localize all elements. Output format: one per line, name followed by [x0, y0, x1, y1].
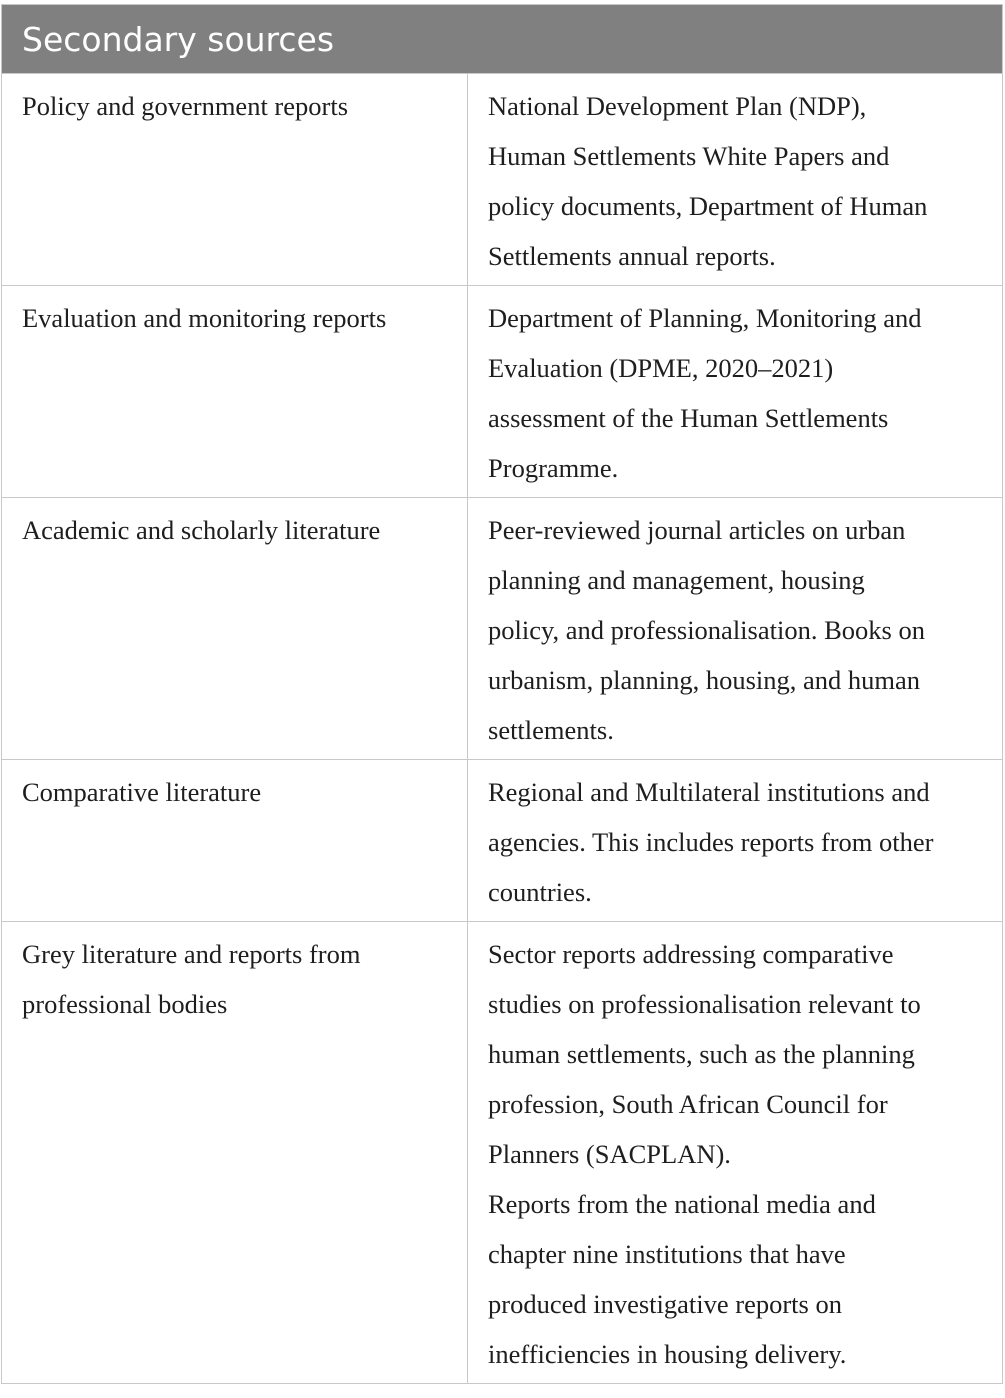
text-line: Comparative literature [22, 777, 262, 807]
text-line: agencies. This includes reports from other [488, 827, 934, 857]
text-line: assessment of the Human Settlements [488, 403, 889, 433]
category-cell [2, 286, 468, 498]
text-line: National Development Plan (NDP), [488, 91, 867, 121]
text-line: Evaluation (DPME, 2020–2021) [488, 353, 834, 383]
text-line: settlements. [488, 715, 614, 745]
text-line: Human Settlements White Papers and [488, 141, 890, 171]
text-line: professional bodies [22, 989, 228, 1019]
category-cell [2, 922, 468, 1384]
table-row [2, 760, 1003, 922]
text-line: Department of Planning, Monitoring and [488, 303, 922, 333]
secondary-sources-table [1, 4, 1003, 1384]
description-cell [468, 286, 1003, 498]
table-header: Secondary sources [2, 5, 1003, 74]
text-line: countries. [488, 877, 592, 907]
text-line: Planners (SACPLAN). [488, 1139, 731, 1169]
description-cell [468, 74, 1003, 286]
text-line: produced investigative reports on [488, 1289, 842, 1319]
text-line: Grey literature and reports from [22, 939, 361, 969]
text-line: planning and management, housing [488, 565, 865, 595]
description-cell [468, 922, 1003, 1384]
description-cell [468, 760, 1003, 922]
category-cell [2, 760, 468, 922]
category-cell [2, 74, 468, 286]
text-line: Peer-reviewed journal articles on urban [488, 515, 906, 545]
text-line: policy, and professionalisation. Books on [488, 615, 925, 645]
table-row [2, 922, 1003, 1384]
text-line: Policy and government reports [22, 91, 349, 121]
table-row [2, 498, 1003, 760]
text-line: inefficiencies in housing delivery. [488, 1339, 847, 1369]
text-line: urbanism, planning, housing, and human [488, 665, 921, 695]
text-line: Regional and Multilateral institutions and [488, 777, 930, 807]
text-line: Sector reports addressing comparative [488, 939, 894, 969]
text-line: studies on professionalisation relevant to [488, 989, 921, 1019]
category-cell [2, 498, 468, 760]
text-line: chapter nine institutions that have [488, 1239, 846, 1269]
text-line: Evaluation and monitoring reports [22, 303, 387, 333]
text-line: Academic and scholarly literature [22, 515, 381, 545]
text-line: policy documents, Department of Human [488, 191, 928, 221]
text-line: human settlements, such as the planning [488, 1039, 915, 1069]
text-line: Programme. [488, 453, 619, 483]
table-row [2, 286, 1003, 498]
text-line: Settlements annual reports. [488, 241, 776, 271]
table-row [2, 74, 1003, 286]
text-line: Reports from the national media and [488, 1189, 876, 1219]
text-line: profession, South African Council for [488, 1089, 888, 1119]
description-cell [468, 498, 1003, 760]
